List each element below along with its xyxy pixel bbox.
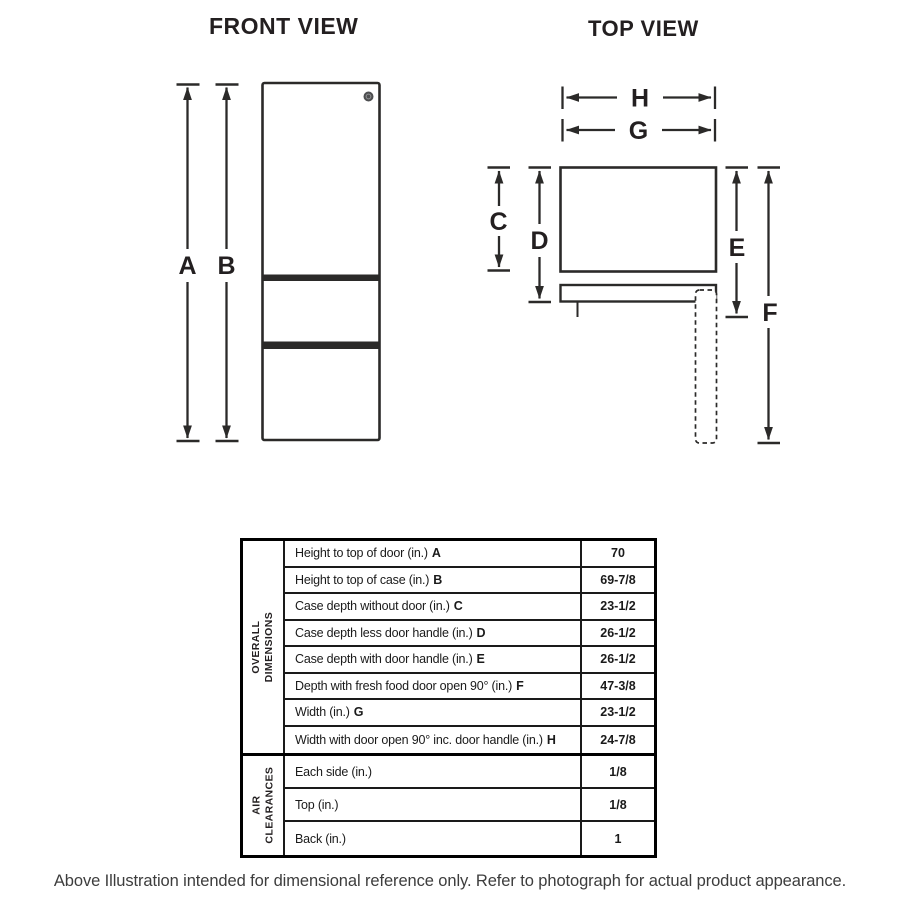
dim-label-a: A	[178, 252, 197, 280]
upper-door-gap-band	[264, 275, 379, 282]
row-label	[285, 756, 580, 787]
row-label-text: Top (in.)	[295, 797, 339, 812]
row-dim-letter: C	[453, 599, 463, 614]
header-line: CLEARANCES	[263, 767, 276, 844]
table-row	[285, 541, 654, 568]
row-value: 23-1/2	[580, 700, 654, 725]
row-label	[285, 822, 580, 855]
header-line: AIR	[249, 795, 262, 816]
dim-label-c: C	[489, 208, 508, 236]
row-value: 1	[580, 822, 654, 855]
table-row	[285, 674, 654, 701]
row-label	[285, 647, 580, 672]
air-clearances-header-text	[250, 767, 276, 844]
table-row	[285, 568, 654, 595]
row-label	[285, 727, 580, 754]
table-row	[285, 822, 654, 855]
air-clearances-section	[243, 753, 654, 855]
case-top-outline	[561, 168, 717, 272]
row-dim-letter: H	[546, 732, 556, 747]
row-label-text: Case depth less door handle (in.)	[295, 625, 473, 640]
dim-label-b: B	[217, 252, 236, 280]
row-label-text: Depth with fresh food door open 90° (in.)	[295, 678, 513, 693]
door-top-outline	[561, 285, 717, 302]
table-row	[285, 647, 654, 674]
top-view-title: TOP VIEW	[588, 16, 699, 41]
dim-label-f: F	[762, 299, 778, 327]
front-view-drawing	[177, 83, 380, 441]
row-label-text: Height to top of door (in.)	[295, 546, 428, 561]
row-dim-letter: B	[433, 572, 443, 587]
row-label-text: Back (in.)	[295, 831, 346, 846]
front-view-title: FRONT VIEW	[209, 13, 359, 39]
row-label	[285, 594, 580, 619]
row-label	[285, 700, 580, 725]
dim-label-e: E	[728, 234, 746, 262]
table-row	[285, 621, 654, 648]
row-dim-letter: F	[516, 678, 524, 693]
row-dim-letter: G	[353, 705, 364, 720]
row-label	[285, 541, 580, 566]
row-value: 1/8	[580, 756, 654, 787]
row-label	[285, 568, 580, 593]
row-label-text: Each side (in.)	[295, 764, 372, 779]
row-value: 1/8	[580, 789, 654, 820]
air-clearances-header	[243, 756, 285, 855]
dim-label-d: D	[530, 227, 549, 255]
row-label-text: Width with door open 90° inc. door handle (in.)	[295, 732, 543, 747]
footer-disclaimer: Above Illustration intended for dimensional reference only. Refer to photograph for actual product appearance.	[53, 872, 847, 890]
row-label	[285, 621, 580, 646]
ge-logo-icon	[364, 92, 374, 102]
dim-label-g: G	[628, 117, 649, 145]
row-label-text: Width (in.)	[295, 705, 350, 720]
row-value: 26-1/2	[580, 647, 654, 672]
header-line: DIMENSIONS	[263, 611, 276, 683]
row-label-text: Height to top of case (in.)	[295, 572, 430, 587]
row-label-text: Case depth without door (in.)	[295, 599, 450, 614]
lower-door-gap-band	[264, 342, 379, 350]
row-value: 47-3/8	[580, 674, 654, 699]
row-dim-letter: E	[476, 652, 485, 667]
row-label	[285, 789, 580, 820]
row-label-text: Case depth with door handle (in.)	[295, 652, 473, 667]
dimensions-table	[240, 538, 657, 858]
overall-dimensions-header-text	[250, 612, 276, 683]
overall-dimensions-header	[243, 541, 285, 753]
table-row	[285, 756, 654, 789]
table-row	[285, 700, 654, 727]
table-row	[285, 789, 654, 822]
row-label	[285, 674, 580, 699]
row-value: 24-7/8	[580, 727, 654, 754]
row-dim-letter: D	[476, 625, 486, 640]
row-value: 70	[580, 541, 654, 566]
door-open-90-dashed-outline	[696, 290, 717, 443]
table-row	[285, 727, 654, 754]
header-line: OVERALL	[249, 620, 262, 674]
refrigerator-outline	[263, 83, 380, 440]
table-row	[285, 594, 654, 621]
row-value: 26-1/2	[580, 621, 654, 646]
overall-dimensions-section	[243, 541, 654, 753]
row-dim-letter: A	[431, 546, 441, 561]
row-value: 69-7/8	[580, 568, 654, 593]
row-value: 23-1/2	[580, 594, 654, 619]
dim-label-h: H	[630, 84, 650, 113]
